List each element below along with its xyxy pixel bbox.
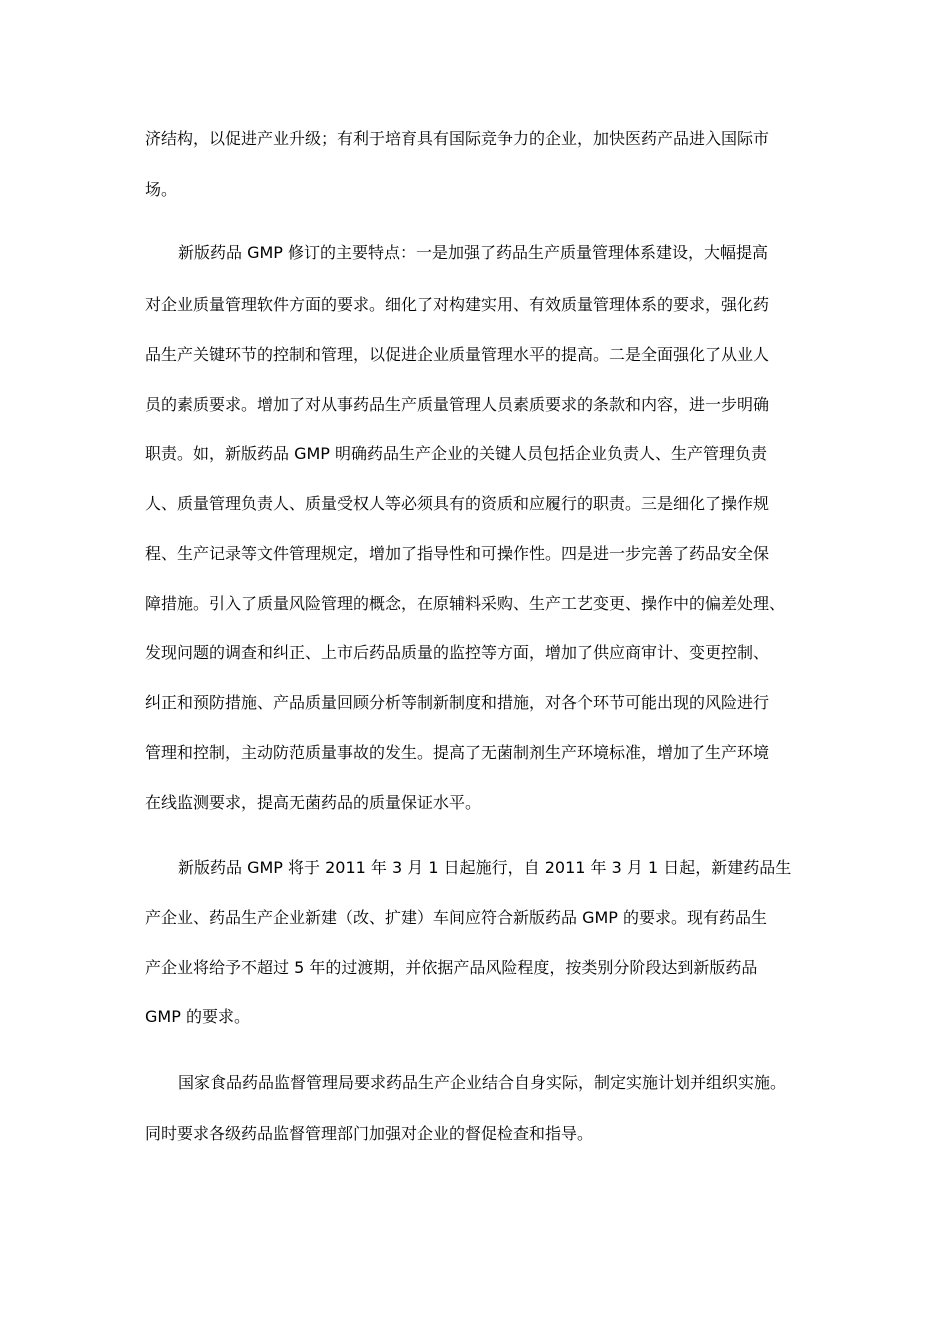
paragraph-2-line-4: 员的素质要求。增加了对从事药品生产质量管理人员素质要求的条款和内容，进一步明确 <box>145 395 770 414</box>
paragraph-2-line-5: 职责。如，新版药品 GMP 明确药品生产企业的关键人员包括企业负责人、生产管理负责 <box>145 444 768 463</box>
paragraph-2-line-7: 程、生产记录等文件管理规定，增加了指导性和可操作性。四是进一步完善了药品安全保 <box>145 544 770 563</box>
paragraph-2-line-6: 人、质量管理负责人、质量受权人等必须具有的资质和应履行的职责。三是细化了操作规 <box>145 494 770 513</box>
paragraph-3-line-1: 新版药品 GMP 将于 2011 年 3 月 1 日起施行，自 2011 年 3 月 1 日起，新建药品生 <box>178 858 792 877</box>
paragraph-2-line-2: 对企业质量管理软件方面的要求。细化了对构建实用、有效质量管理体系的要求，强化药 <box>145 295 770 314</box>
paragraph-3-line-2: 产企业、药品生产企业新建（改、扩建）车间应符合新版药品 GMP 的要求。现有药品生 <box>145 908 768 927</box>
paragraph-1-line-2: 场。 <box>145 180 178 199</box>
paragraph-3-line-4: GMP 的要求。 <box>145 1007 250 1026</box>
paragraph-3-line-3: 产企业将给予不超过 5 年的过渡期，并依据产品风险程度，按类别分阶段达到新版药品 <box>145 958 758 977</box>
paragraph-2-line-1: 新版药品 GMP 修订的主要特点：一是加强了药品生产质量管理体系建设，大幅提高 <box>178 243 769 262</box>
paragraph-2-line-10: 纠正和预防措施、产品质量回顾分析等制新制度和措施，对各个环节可能出现的风险进行 <box>145 693 770 712</box>
paragraph-2-line-3: 品生产关键环节的控制和管理，以促进企业质量管理水平的提高。二是全面强化了从业人 <box>145 345 770 364</box>
paragraph-2-line-11: 管理和控制，主动防范质量事故的发生。提高了无菌制剂生产环境标准，增加了生产环境 <box>145 743 770 762</box>
paragraph-2-line-8: 障措施。引入了质量风险管理的概念，在原辅料采购、生产工艺变更、操作中的偏差处理、 <box>145 594 786 613</box>
paragraph-2-line-9: 发现问题的调查和纠正、上市后药品质量的监控等方面，增加了供应商审计、变更控制、 <box>145 643 770 662</box>
paragraph-4-line-1: 国家食品药品监督管理局要求药品生产企业结合自身实际，制定实施计划并组织实施。 <box>178 1073 787 1092</box>
paragraph-4-line-2: 同时要求各级药品监督管理部门加强对企业的督促检查和指导。 <box>145 1124 594 1143</box>
paragraph-1-line-1: 济结构，以促进产业升级；有利于培育具有国际竞争力的企业，加快医药产品进入国际市 <box>145 129 770 148</box>
paragraph-2-line-12: 在线监测要求，提高无菌药品的质量保证水平。 <box>145 793 482 812</box>
